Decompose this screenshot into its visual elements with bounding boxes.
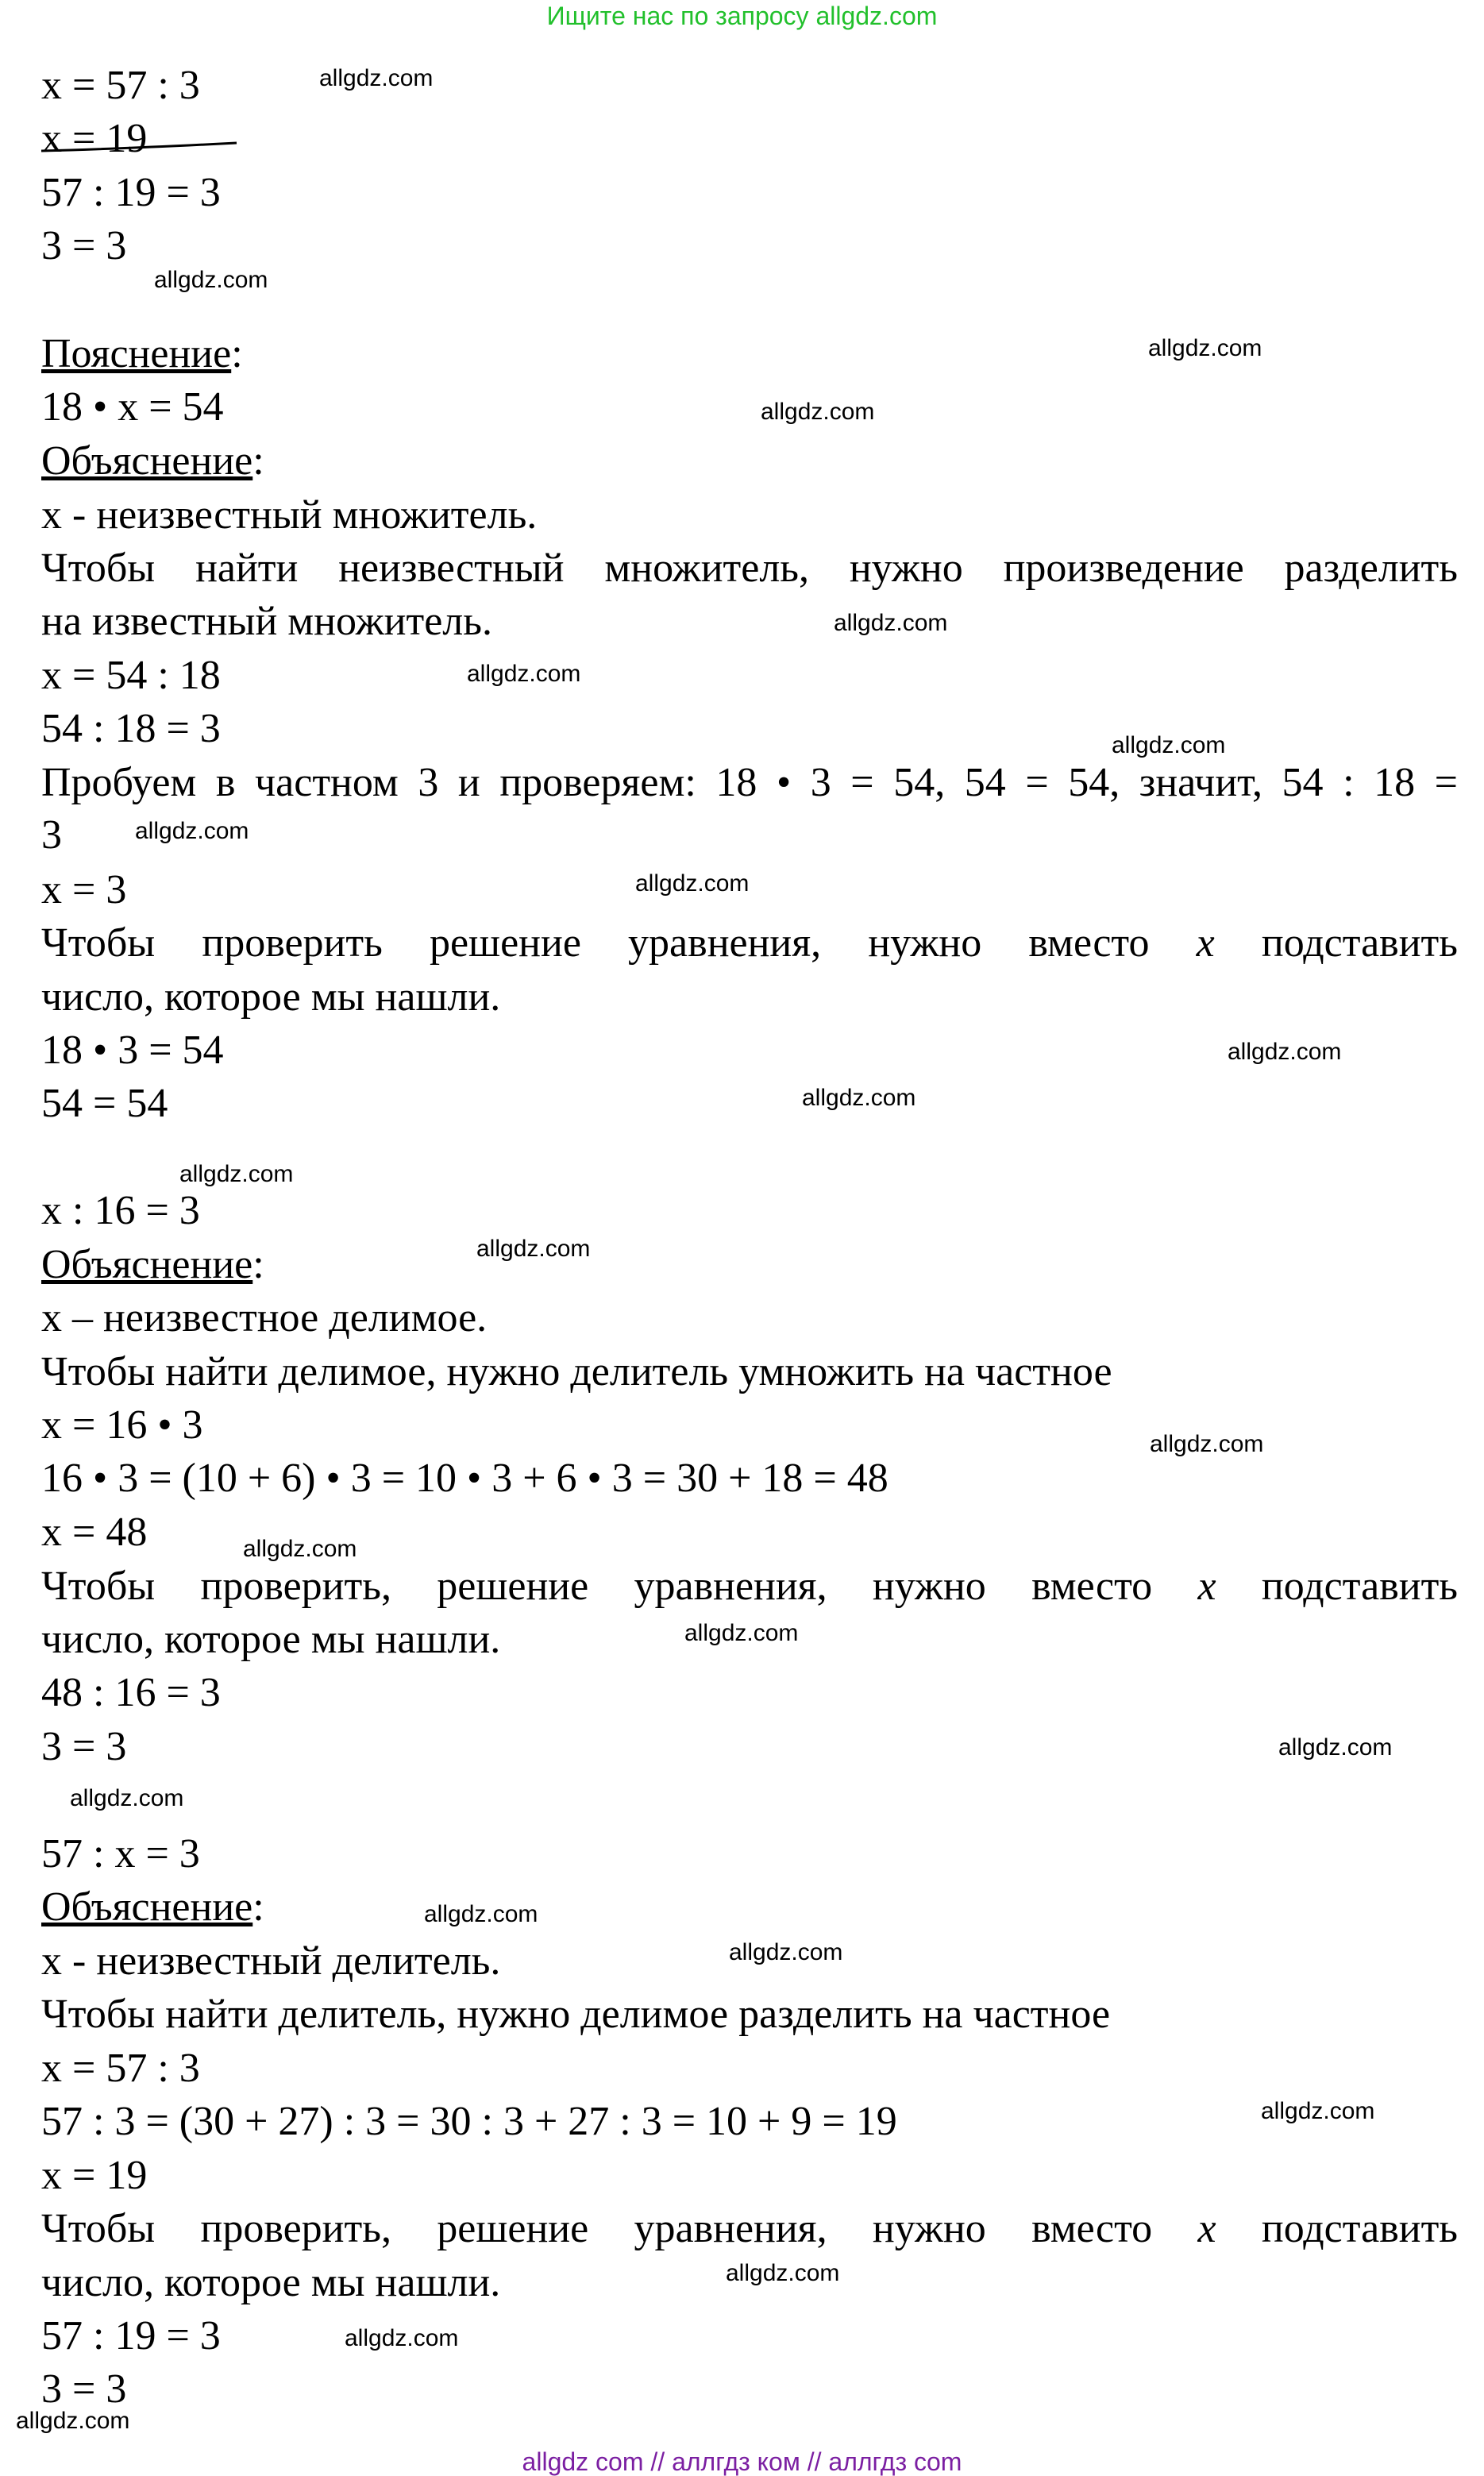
watermark: allgdz.com (243, 1536, 357, 1562)
equation-line: 18 • x = 54 (41, 384, 224, 430)
equation-line: x = 16 • 3 (41, 1402, 203, 1448)
watermark: allgdz.com (16, 2408, 130, 2434)
watermark: allgdz.com (1112, 732, 1226, 758)
text-line: x – неизвестное делимое. (41, 1295, 488, 1340)
equation-line: 57 : 19 = 3 (41, 2313, 221, 2358)
text-line: x - неизвестный делитель. (41, 1938, 501, 1984)
hand-underline (40, 140, 238, 156)
equation-line: x = 3 (41, 867, 127, 912)
section-heading: Объяснение: (41, 1242, 264, 1287)
equation-line: 57 : 19 = 3 (41, 170, 221, 215)
equation-line: x : 16 = 3 (41, 1188, 200, 1233)
section-heading: Пояснение: (41, 331, 243, 376)
top-banner-link[interactable]: Ищите нас по запросу allgdz.com (546, 2, 938, 30)
text-line: Чтобы найти делимое, нужно делитель умножить на частное (41, 1349, 1112, 1394)
equation-line: x = 19 (41, 116, 148, 161)
equation-line: x = 57 : 3 (41, 63, 200, 108)
equation-line: 3 = 3 (41, 2366, 127, 2412)
text-line: Чтобы найти неизвестный множитель, нужно произведение разделить (41, 546, 1458, 591)
text-line: Чтобы найти делитель, нужно делимое разделить на частное (41, 1992, 1111, 2037)
watermark: allgdz.com (135, 818, 249, 844)
equation-line: 16 • 3 = (10 + 6) • 3 = 10 • 3 + 6 • 3 = 30 + 18 = 48 (41, 1456, 888, 1501)
equation-line: 3 = 3 (41, 1724, 127, 1769)
watermark: allgdz.com (635, 870, 750, 897)
text-line: 3 (41, 812, 62, 858)
text-line: Чтобы проверить, решение уравнения, нужно вместо x подставить (41, 1564, 1459, 1609)
watermark: allgdz.com (154, 267, 268, 293)
equation-line: x = 19 (41, 2153, 148, 2198)
section-heading: Объяснение: (41, 1884, 264, 1930)
watermark: allgdz.com (476, 1236, 591, 1262)
text-line: Чтобы проверить, решение уравнения, нужно вместо x подставить (41, 2206, 1459, 2251)
equation-line: 48 : 16 = 3 (41, 1670, 221, 1715)
text-line: x - неизвестный множитель. (41, 492, 538, 538)
text-line: Пробуем в частном 3 и проверяем: 18 • 3 = 54, 54 = 54, значит, 54 : 18 = (41, 760, 1458, 805)
watermark: allgdz.com (726, 2260, 840, 2286)
text-line: число, которое мы нашли. (41, 1617, 501, 1662)
equation-line: 3 = 3 (41, 223, 127, 268)
section-heading: Объяснение: (41, 438, 264, 484)
equation-line: 18 • 3 = 54 (41, 1028, 224, 1073)
watermark: allgdz.com (345, 2325, 459, 2351)
text-line: Чтобы проверить решение уравнения, нужно вместо x подставить (41, 920, 1458, 966)
watermark: allgdz.com (467, 661, 581, 687)
watermark: allgdz.com (179, 1161, 294, 1187)
equation-line: 54 = 54 (41, 1081, 168, 1126)
footer-links[interactable]: allgdz com // аллгдз ком // аллгдз com (522, 2447, 962, 2476)
watermark: allgdz.com (802, 1085, 916, 1111)
watermark: allgdz.com (1228, 1039, 1342, 1065)
watermark: allgdz.com (1150, 1431, 1264, 1457)
watermark: allgdz.com (729, 1939, 843, 1965)
text-line: на известный множитель. (41, 599, 492, 644)
equation-line: 54 : 18 = 3 (41, 706, 221, 751)
watermark: allgdz.com (1278, 1734, 1393, 1761)
equation-line: x = 54 : 18 (41, 653, 221, 698)
equation-line: 57 : 3 = (30 + 27) : 3 = 30 : 3 + 27 : 3 = 10 + 9 = 19 (41, 2099, 897, 2144)
watermark: allgdz.com (761, 399, 875, 425)
watermark: allgdz.com (1261, 2098, 1375, 2124)
watermark: allgdz.com (834, 610, 948, 636)
watermark: allgdz.com (684, 1620, 799, 1646)
equation-line: x = 48 (41, 1510, 148, 1555)
watermark: allgdz.com (1148, 335, 1262, 361)
text-line: число, которое мы нашли. (41, 2260, 501, 2305)
text-line: число, которое мы нашли. (41, 974, 501, 1020)
watermark: allgdz.com (319, 65, 434, 91)
equation-line: x = 57 : 3 (41, 2046, 200, 2091)
watermark: allgdz.com (424, 1901, 538, 1927)
equation-line: 57 : x = 3 (41, 1831, 200, 1876)
watermark: allgdz.com (70, 1785, 184, 1811)
